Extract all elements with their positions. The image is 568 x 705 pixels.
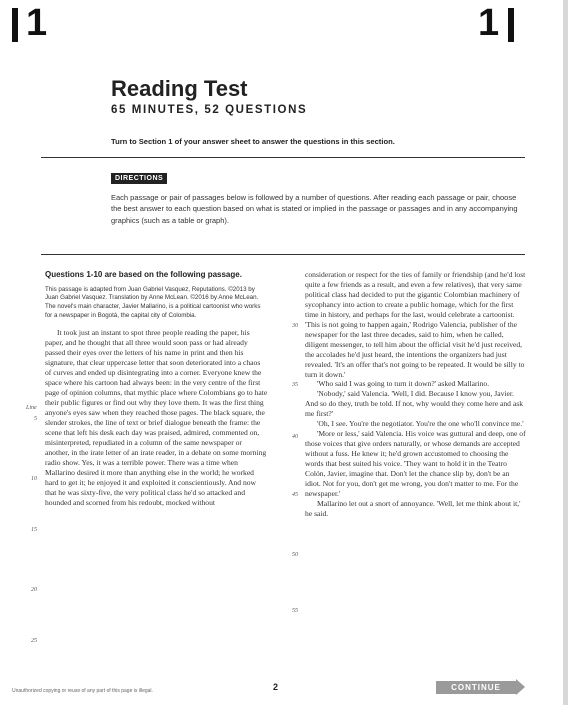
line-number: 15 bbox=[31, 527, 37, 533]
page-number: 2 bbox=[273, 682, 279, 692]
line-number: 50 bbox=[292, 552, 298, 558]
section-number-left: 1 bbox=[26, 2, 48, 44]
line-number: 40 bbox=[292, 434, 298, 440]
passage-paragraph: 'Oh, I see. You're the negotiator. You're the one who'll convince me.' bbox=[317, 419, 524, 429]
directions-divider bbox=[41, 254, 525, 255]
section-bar-left bbox=[12, 8, 18, 42]
passage-paragraph: 'Who said I was going to turn it down?' asked Mallarino. bbox=[317, 379, 490, 389]
copyright-notice: Unauthorized copying or reuse of any part of this page is illegal. bbox=[12, 688, 153, 694]
passage-paragraph: consideration or respect for the ties of family or friendship (and he'd lost quite a few friends as a result, and even a few relatives), that very same political class had decided to put the gigantic Colombian machinery of sycophancy into action to create a public homage, which for the first time in history, and perhaps for the last, would celebrate a cartoonist. 'This is not going to happen again,' Rodrigo Valencia, publisher of the newspaper for the last three decades, said to him, when he called, diligent messenger, to tell him about the official visit he'd just received, the accolades he'd just heard, the intentions the organizers had just revealed. 'It's an offer that's not going to be repeated. It would be silly to turn it down.' bbox=[305, 270, 526, 379]
line-number: 25 bbox=[31, 638, 37, 644]
line-number: 35 bbox=[292, 382, 298, 388]
directions-label: DIRECTIONS bbox=[111, 173, 167, 184]
line-number: 10 bbox=[31, 476, 37, 482]
passage-column-2 bbox=[305, 270, 527, 519]
section-instruction: Turn to Section 1 of your answer sheet to answer the questions in this section. bbox=[111, 137, 395, 146]
page-title: Reading Test bbox=[111, 76, 248, 101]
section-bar-right bbox=[508, 8, 514, 42]
questions-heading: Questions 1-10 are based on the following passage. bbox=[45, 270, 242, 279]
passage-paragraph: 'More or less,' said Valencia. His voice was guttural and deep, one of those voices that give orders naturally, or whose demands are accepted without a fuss. He knew it; he'd grown accustomed to choosing the words that best suited his voice. 'They want to hold it in the Teatro Colón, Javier, imagine that. Don't let the chance slip by, don't be an idiot. Not for you, don't get me wrong, you don't matter to me. For the newspaper.' bbox=[305, 429, 526, 498]
line-number: 55 bbox=[292, 608, 298, 614]
line-number: Line bbox=[26, 405, 37, 411]
continue-button[interactable]: CONTINUE bbox=[436, 681, 516, 694]
line-number: 30 bbox=[292, 323, 298, 329]
passage-paragraph: 'Nobody,' said Valencia. 'Well, I did. Because I know you, Javier. And so do they, truth be told. If not, why would they come here and ask me first?' bbox=[305, 389, 523, 419]
passage-column-1 bbox=[45, 270, 268, 507]
passage-paragraph: It took just an instant to spot three people reading the paper, his paper, and he thought that all three would soon pass or had already passed their eyes over the letters of his name in print and then his signature, that clear uppercase letter that soon deteriorated into a chaos of curves and ended up disintegrating into a corner. Everyone knew the space where his cartoon had always been: in the very centre of the first page of opinion columns, that mythic place where Colombians go to hate their public figures or find out why they love them. It was the first thing anyone's eyes saw when they reached those pages. The black square, the slender strokes, the line of text or brief dialogue beneath the frame: the scene that left his desk each day was praised, admired, commented on, misinterpreted, repudiated in a column of the same newspaper or another, in the irate letter of an irate reader, in a debate on some morning radio show. Yes, it was a terrible power. There was a time when Mallarino desired it more than anything else in the world; he worked hard to get it; he enjoyed it and exploited it conscientiously. And now that he was sixty-five, the very political class he'd so attacked and hounded and scorned from his redoubt, mocked without bbox=[45, 328, 268, 507]
section-number-right: 1 bbox=[478, 2, 500, 44]
top-divider bbox=[41, 157, 525, 158]
line-number: 5 bbox=[34, 416, 37, 422]
line-number: 45 bbox=[292, 492, 298, 498]
line-number: 20 bbox=[31, 587, 37, 593]
page-subtitle: 65 MINUTES, 52 QUESTIONS bbox=[111, 104, 308, 116]
passage-paragraph: Mallarino let out a snort of annoyance. 'Well, let me think about it,' he said. bbox=[305, 498, 521, 518]
directions-text: Each passage or pair of passages below is followed by a number of questions. After reading each passage or pair, choose the best answer to each question based on what is stated or implied in the passage or passages and in any accompanying graphics (such as a table or graph). bbox=[111, 193, 518, 225]
page-edge bbox=[563, 0, 568, 705]
passage-intro: This passage is adapted from Juan Gabriel Vasquez, Reputations. ©2013 by Juan Gabriel Vasquez. Translation by Anne McLean. ©2016 by Anne McLean. The novel's main character, Javier Mallarino, is a political cartoonist who works for a newspaper in Bogotá, the capital city of Colombia. bbox=[45, 285, 261, 319]
